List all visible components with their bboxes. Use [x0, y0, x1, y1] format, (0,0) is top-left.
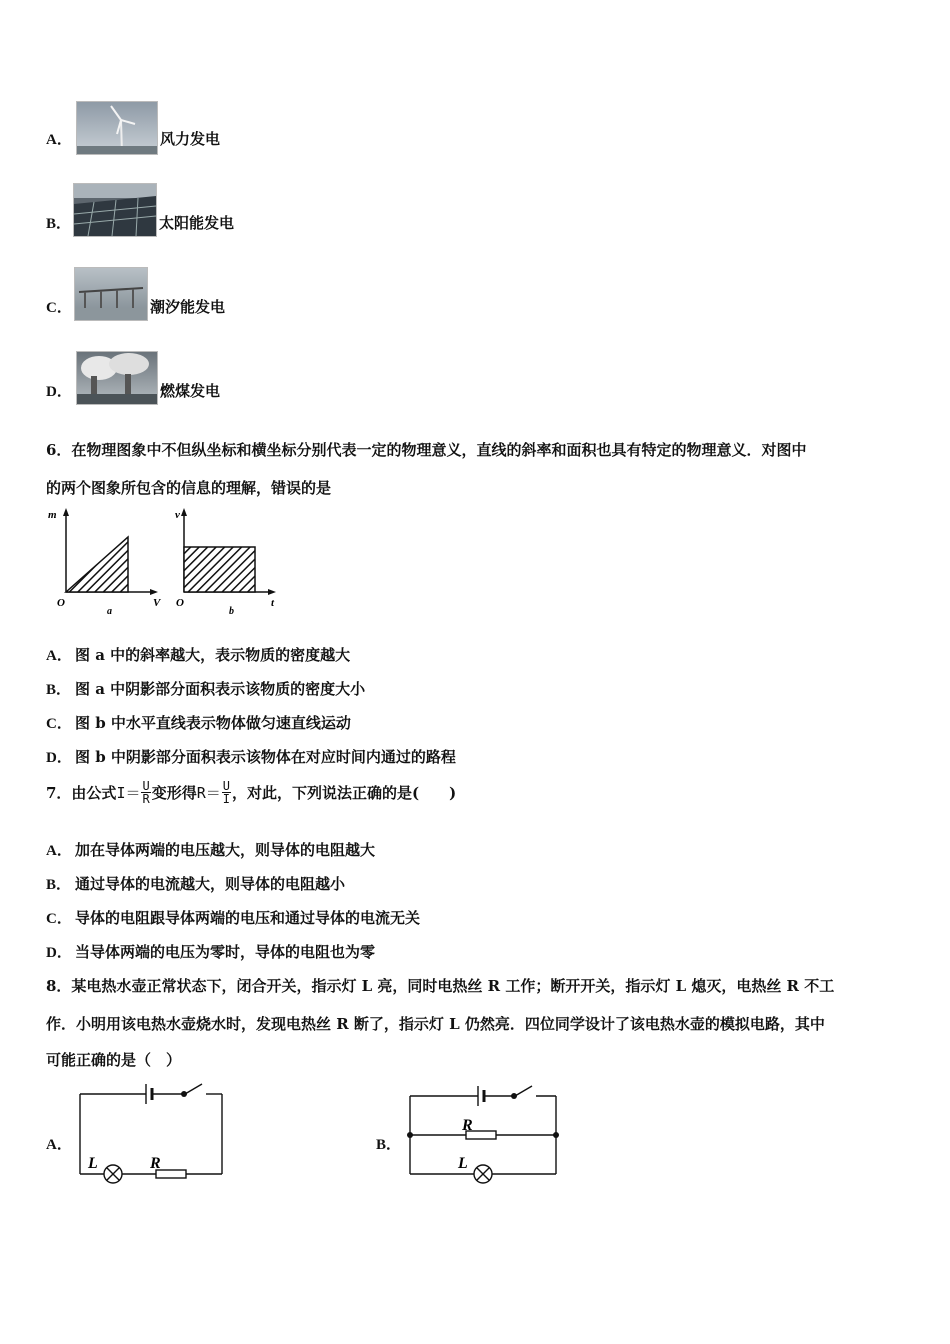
q7-option-d-letter: D． — [46, 945, 72, 961]
circuit-a-battery-icon — [146, 1084, 152, 1104]
q7-option-b-text: 通过导体的电流越大，则导体的电阻越小 — [75, 875, 346, 893]
q7-suffix: ，对此，下列说法正确的是( ) — [231, 784, 457, 802]
circuit-b — [402, 1078, 567, 1188]
smokestack-icon — [77, 352, 157, 404]
q8-circuit-b-letter: B． — [376, 1137, 402, 1153]
q7-stem — [46, 780, 456, 805]
solar-panel-icon — [74, 184, 156, 236]
q7-formula1-fraction — [141, 780, 150, 805]
q7-formula2-denominator: I — [222, 792, 230, 806]
tidal-power-icon — [75, 268, 147, 320]
circuit-a-switch-icon — [181, 1091, 187, 1097]
q7-prefix: 7．由公式 — [46, 784, 117, 802]
q6-option-d-letter: D． — [46, 750, 72, 766]
circuit-b-battery-icon — [478, 1086, 484, 1106]
graph-a-x-label: V — [153, 597, 161, 609]
graph-b-shaded-area — [184, 547, 255, 592]
q5-option-b-letter: B． — [46, 216, 72, 232]
q6-option-a-letter: A． — [46, 648, 72, 664]
q5-option-c-letter: C． — [46, 300, 72, 316]
tidal-power-photo — [74, 267, 148, 321]
graph-a-y-label: m — [48, 509, 57, 521]
wind-turbine-photo — [76, 101, 158, 155]
q6-option-a-text: 图 a 中的斜率越大，表示物质的密度越大 — [75, 646, 351, 664]
graph-b-caption: b — [229, 606, 234, 617]
coal-power-photo — [76, 351, 158, 405]
circuit-b-switch-icon — [511, 1093, 517, 1099]
q8-stem-line2: 作．小明用该电热水壶烧水时，发现电热丝 R 断了，指示灯 L 仍然亮．四位同学设计了该电热水壶的模拟电路，其中 — [46, 1015, 825, 1033]
graph-b — [175, 508, 276, 617]
graph-a — [48, 508, 162, 617]
circuit-a-resistor-label: R — [150, 1155, 161, 1172]
q7-option-b-letter: B． — [46, 877, 72, 893]
q5-option-a-letter: A． — [46, 132, 72, 148]
q7-formula2-numerator: U — [222, 779, 230, 793]
q7-formula2-fraction — [222, 780, 231, 805]
q6-option-c-letter: C． — [46, 716, 72, 732]
circuit-b-lamp-label: L — [458, 1155, 468, 1172]
q5-option-b-text: 太阳能发电 — [159, 214, 235, 232]
graph-b-x-label: t — [271, 597, 275, 609]
q7-option-c-letter: C． — [46, 911, 72, 927]
graph-b-origin: O — [176, 597, 184, 609]
q5-option-c-text: 潮汐能发电 — [150, 298, 226, 316]
q8-circuit-a-letter: A． — [46, 1137, 72, 1153]
q7-middle: 变形得 — [151, 784, 197, 802]
q7-option-a-letter: A． — [46, 843, 72, 859]
q6-graphs — [44, 506, 294, 618]
graph-a-origin: O — [57, 597, 65, 609]
q7-option-a-text: 加在导体两端的电压越大，则导体的电阻越大 — [75, 841, 376, 859]
wind-turbine-icon — [77, 102, 157, 154]
circuit-a — [72, 1078, 232, 1188]
circuit-b-junction-left — [407, 1132, 413, 1138]
q6-option-d-text: 图 b 中阴影部分面积表示该物体在对应时间内通过的路程 — [75, 748, 456, 766]
q8-stem-line3: 可能正确的是（ ） — [46, 1051, 182, 1069]
q5-option-a-text: 风力发电 — [160, 130, 221, 148]
q6-stem-line2: 的两个图象所包含的信息的理解，错误的是 — [46, 479, 332, 497]
graph-b-y-label: v — [175, 509, 180, 521]
circuit-b-junction-right — [553, 1132, 559, 1138]
circuit-a-lamp-label: L — [88, 1155, 98, 1172]
q7-formula1-denominator: R — [142, 792, 150, 806]
q5-option-d-letter: D． — [46, 384, 72, 400]
solar-panel-photo — [73, 183, 157, 237]
q6-stem-line1: 6．在物理图象中不但纵坐标和横坐标分别代表一定的物理意义，直线的斜率和面积也具有特定的物理意义．对图中 — [46, 441, 807, 459]
q6-option-c-text: 图 b 中水平直线表示物体做匀速直线运动 — [75, 714, 351, 732]
q8-stem-line1: 8．某电热水壶正常状态下，闭合开关，指示灯 L 亮，同时电热丝 R 工作；断开开关，指示灯 L 熄灭，电热丝 R 不工 — [46, 977, 835, 995]
q7-formula1-lhs: I＝ — [116, 784, 141, 802]
q5-option-d-text: 燃煤发电 — [160, 382, 221, 400]
q7-option-c-text: 导体的电阻跟导体两端的电压和通过导体的电流无关 — [75, 909, 421, 927]
q7-option-d-text: 当导体两端的电压为零时，导体的电阻也为零 — [75, 943, 376, 961]
q7-formula2-lhs: R＝ — [196, 784, 221, 802]
circuit-b-resistor-label: R — [462, 1117, 473, 1134]
graph-a-shaded-area — [66, 537, 128, 592]
graph-a-caption: a — [107, 606, 112, 617]
q6-option-b-text: 图 a 中阴影部分面积表示该物质的密度大小 — [75, 680, 366, 698]
q7-formula1-numerator: U — [142, 779, 150, 793]
q6-option-b-letter: B． — [46, 682, 72, 698]
